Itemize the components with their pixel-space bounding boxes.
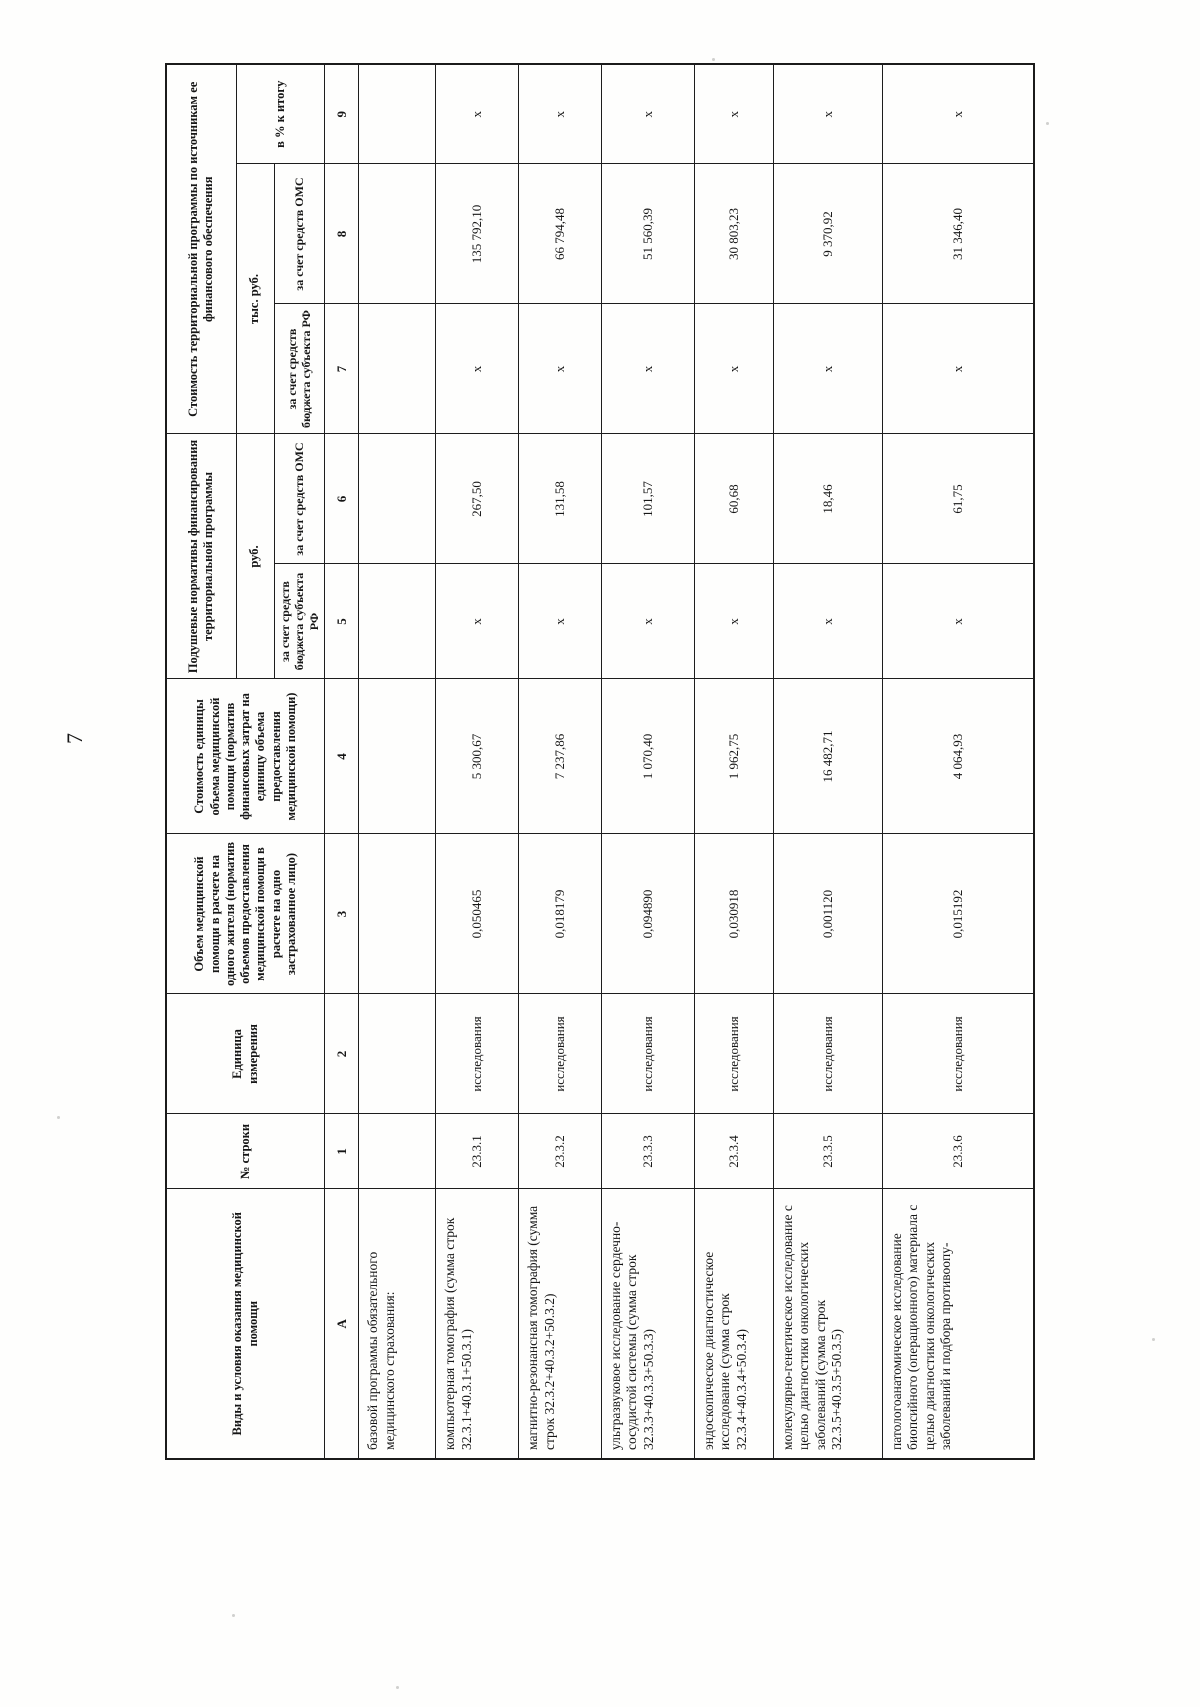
value-cell: исследования: [601, 994, 694, 1114]
table-row: [436, 64, 519, 1459]
value-cell: 23.3.2: [519, 1114, 602, 1189]
value-cell: 23.3.3: [601, 1114, 694, 1189]
value-cell: 16 482,71: [773, 679, 882, 834]
scan-speck: [712, 58, 715, 61]
value-cell: х: [601, 304, 694, 434]
value-cell: 23.3.1: [436, 1114, 519, 1189]
service-name-cell: молекулярно-генетическое исследование с целью диагностики онкологических заболеваний (сумма строк 32.3.5+40.3.5+50.3.5): [773, 1189, 882, 1459]
value-cell: 18,46: [773, 434, 882, 564]
value-cell: 5 300,67: [436, 679, 519, 834]
table-body: [359, 64, 1034, 1459]
header-col-volume: Объем медицинской помощи в расчете на одного жителя (норматив объемов предоставления медицинской помощи в расчете на одно застрахованное лицо): [166, 834, 325, 994]
table-header: [166, 64, 359, 1459]
value-cell: [359, 434, 436, 564]
value-cell: 267,50: [436, 434, 519, 564]
value-cell: х: [694, 304, 773, 434]
value-cell: 9 370,92: [773, 164, 882, 304]
value-cell: 0,094890: [601, 834, 694, 994]
value-cell: 23.3.4: [694, 1114, 773, 1189]
value-cell: исследования: [436, 994, 519, 1114]
scan-speck: [396, 1686, 399, 1689]
column-index: 9: [325, 64, 359, 164]
column-index-row: [325, 64, 359, 1459]
table-row: [519, 64, 602, 1459]
value-cell: х: [436, 64, 519, 164]
header-percent-of-total: в % к итогу: [236, 64, 325, 164]
value-cell: х: [694, 64, 773, 164]
header-col-unit: Единица измерения: [166, 994, 325, 1114]
value-cell: х: [601, 564, 694, 679]
header-group-program-cost: Стоимость территориальной программы по источникам ее финансового обеспечения: [166, 64, 236, 434]
column-index: 8: [325, 164, 359, 304]
value-cell: исследования: [694, 994, 773, 1114]
value-cell: 23.3.5: [773, 1114, 882, 1189]
table-row: [359, 64, 436, 1459]
value-cell: 0,050465: [436, 834, 519, 994]
column-index: 7: [325, 304, 359, 434]
value-cell: х: [773, 64, 882, 164]
value-cell: [359, 679, 436, 834]
value-cell: х: [436, 304, 519, 434]
table-row: [601, 64, 694, 1459]
table-row: [882, 64, 1034, 1459]
header-source-oms-cost: за счет средств ОМС: [274, 164, 325, 304]
column-index: 2: [325, 994, 359, 1114]
value-cell: х: [882, 64, 1034, 164]
column-index: А: [325, 1189, 359, 1459]
rotated-table-container: [165, 65, 1035, 1460]
value-cell: х: [519, 304, 602, 434]
value-cell: [359, 564, 436, 679]
header-col-line-number: № строки: [166, 1114, 325, 1189]
header-unit-thousand-rub: тыс. руб.: [236, 164, 274, 434]
service-name-cell: эндоскопическое диагностическое исследование (сумма строк 32.3.4+40.3.4+50.3.4): [694, 1189, 773, 1459]
value-cell: 131,58: [519, 434, 602, 564]
value-cell: х: [773, 564, 882, 679]
value-cell: 101,57: [601, 434, 694, 564]
page-number: 7: [62, 733, 87, 744]
value-cell: 1 070,40: [601, 679, 694, 834]
header-col-types: Виды и условия оказания медицинской помощи: [166, 1189, 325, 1459]
value-cell: 30 803,23: [694, 164, 773, 304]
header-col-unit-cost: Стоимость единицы объема медицинской помощи (норматив финансовых затрат на единицу объема предоставления медицинской помощи): [166, 679, 325, 834]
service-name-cell: патологоанатомическое исследование биопсийного (операционного) материала с целью диагностики онкологических заболеваний и подбора противоопу-: [882, 1189, 1034, 1459]
value-cell: 7 237,86: [519, 679, 602, 834]
value-cell: 51 560,39: [601, 164, 694, 304]
column-index: 5: [325, 564, 359, 679]
header-unit-rub: руб.: [236, 434, 274, 679]
value-cell: х: [882, 304, 1034, 434]
value-cell: 31 346,40: [882, 164, 1034, 304]
value-cell: исследования: [882, 994, 1034, 1114]
value-cell: исследования: [773, 994, 882, 1114]
value-cell: 0,015192: [882, 834, 1034, 994]
column-index: 6: [325, 434, 359, 564]
scan-speck: [232, 1614, 235, 1617]
column-index: 3: [325, 834, 359, 994]
value-cell: х: [519, 64, 602, 164]
table-row: [773, 64, 882, 1459]
scan-speck: [1046, 122, 1049, 125]
service-name-cell: компьютерная томография (сумма строк 32.3.1+40.3.1+50.3.1): [436, 1189, 519, 1459]
header-source-budget-rf-per-capita: за счет средств бюджета субъекта РФ: [274, 564, 325, 679]
scan-speck: [57, 1116, 60, 1119]
value-cell: 4 064,93: [882, 679, 1034, 834]
header-group-per-capita: Подушевые нормативы финансирования территориальной программы: [166, 434, 236, 679]
value-cell: 1 962,75: [694, 679, 773, 834]
value-cell: [359, 304, 436, 434]
tariff-table: [165, 63, 1035, 1460]
value-cell: х: [773, 304, 882, 434]
value-cell: исследования: [519, 994, 602, 1114]
value-cell: [359, 834, 436, 994]
table-row: [694, 64, 773, 1459]
value-cell: [359, 994, 436, 1114]
value-cell: [359, 164, 436, 304]
column-index: 4: [325, 679, 359, 834]
value-cell: 135 792,10: [436, 164, 519, 304]
value-cell: 61,75: [882, 434, 1034, 564]
value-cell: х: [694, 564, 773, 679]
service-name-cell: магнитно-резонансная томография (сумма строк 32.3.2+40.3.2+50.3.2): [519, 1189, 602, 1459]
value-cell: 60,68: [694, 434, 773, 564]
value-cell: 23.3.6: [882, 1114, 1034, 1189]
value-cell: х: [601, 64, 694, 164]
value-cell: х: [519, 564, 602, 679]
service-name-cell: базовой программы обязательного медицинского страхования:: [359, 1189, 436, 1459]
value-cell: х: [436, 564, 519, 679]
value-cell: 0,030918: [694, 834, 773, 994]
value-cell: 0,001120: [773, 834, 882, 994]
column-index: 1: [325, 1114, 359, 1189]
value-cell: [359, 1114, 436, 1189]
value-cell: 66 794,48: [519, 164, 602, 304]
header-source-oms-per-capita: за счет средств ОМС: [274, 434, 325, 564]
value-cell: 0,018179: [519, 834, 602, 994]
service-name-cell: ультразвуковое исследование сердечно-сосудистой системы (сумма строк 32.3.3+40.3.3+50.3.3): [601, 1189, 694, 1459]
header-source-budget-rf-cost: за счет средств бюджета субъекта РФ: [274, 304, 325, 434]
scan-speck: [1152, 1338, 1155, 1341]
value-cell: х: [882, 564, 1034, 679]
value-cell: [359, 64, 436, 164]
